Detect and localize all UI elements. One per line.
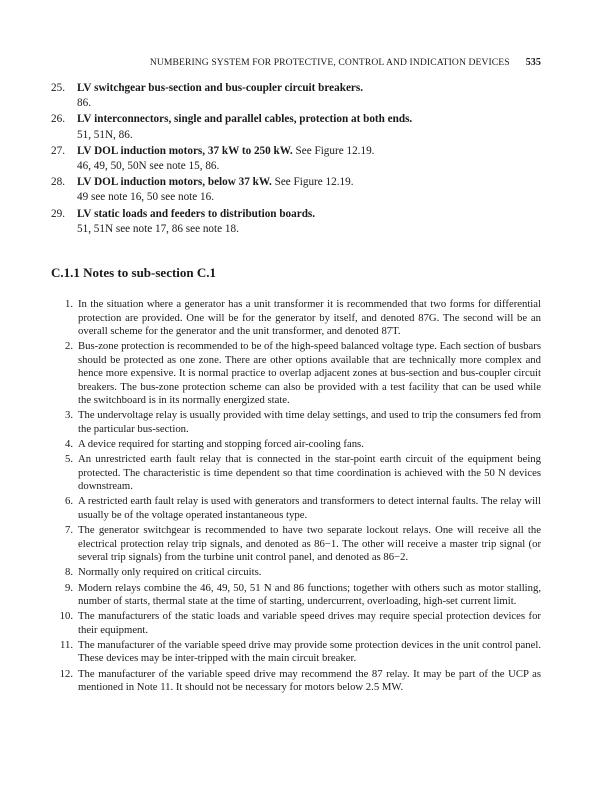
entry-reference: See Figure 12.19. bbox=[292, 144, 375, 157]
note-item bbox=[51, 298, 541, 339]
note-text: Normally only required on critical circuits. bbox=[78, 566, 262, 579]
note-text: The manufacturers of the static loads and variable speed drives may require special protection devices for their equipment. bbox=[78, 610, 541, 636]
entry-number: 28. bbox=[51, 176, 65, 189]
note-item bbox=[51, 668, 541, 695]
note-text: Modern relays combine the 46, 49, 50, 51 N and 86 functions; together with others such as motor stalling, number of starts, thermal state at the time of starting, undercurrent, overloading, high-set current limit. bbox=[78, 581, 541, 607]
note-number: 3. bbox=[64, 409, 73, 422]
note-number: 7. bbox=[64, 524, 73, 537]
entry-detail: 49 see note 16, 50 see note 16. bbox=[77, 191, 215, 204]
note-item bbox=[51, 495, 541, 522]
note-item bbox=[51, 582, 541, 609]
note-text: Bus-zone protection is recommended to be of the high-speed balanced voltage type. Each section of busbars should be protected as one zone. There are other options available that are technically more complex and hence more expensive. It is normal practice to overlap adjacent zones at bus-section and bus-coupler circuit breakers. The bus-zone protection scheme can also be provided with a test facility that can be used while the switchboard is in its normally energized state. bbox=[78, 340, 541, 407]
list-item bbox=[51, 144, 541, 174]
entry-detail: 46, 49, 50, 50N see note 15, 86. bbox=[77, 160, 220, 173]
note-number: 11. bbox=[60, 638, 73, 651]
note-item bbox=[51, 453, 541, 494]
note-item bbox=[51, 340, 541, 408]
entry-number: 26. bbox=[51, 113, 65, 126]
note-text: A restricted earth fault relay is used with generators and transformers to detect internal faults. The relay will usually be of the voltage operated instantaneous type. bbox=[78, 495, 541, 521]
note-item bbox=[51, 409, 541, 436]
running-title: NUMBERING SYSTEM FOR PROTECTIVE, CONTROL AND INDICATION DEVICES bbox=[149, 57, 510, 68]
list-item bbox=[51, 175, 541, 205]
note-item bbox=[51, 639, 541, 666]
section-heading: C.1.1 Notes to sub-section C.1 bbox=[51, 265, 217, 280]
note-text: The undervoltage relay is usually provided with time delay settings, and used to trip the consumers fed from the particular bus-section. bbox=[78, 409, 542, 435]
list-item bbox=[51, 207, 541, 237]
entry-detail: 51, 51N, 86. bbox=[77, 128, 133, 141]
note-item bbox=[51, 566, 541, 580]
list-item bbox=[51, 112, 541, 142]
note-item bbox=[51, 524, 541, 565]
entry-title: LV DOL induction motors, 37 kW to 250 kW. bbox=[77, 144, 293, 157]
entry-number: 25. bbox=[51, 82, 65, 94]
entry-detail: 86. bbox=[77, 97, 91, 110]
note-item bbox=[51, 438, 541, 452]
note-text: In the situation where a generator has a unit transformer it is recommended that two forms for differential protection are provided. One will be for the generator by itself, and denoted 87G. The second will be an overall scheme for the generator and the unit transformer, and denoted 87T. bbox=[78, 298, 541, 337]
running-header bbox=[0, 57, 541, 68]
note-number: 6. bbox=[64, 495, 73, 508]
notes-list bbox=[51, 298, 541, 696]
note-number: 12. bbox=[59, 667, 73, 680]
note-number: 8. bbox=[64, 566, 73, 579]
entry-number: 27. bbox=[51, 144, 65, 157]
entry-reference: See Figure 12.19. bbox=[271, 176, 354, 189]
note-number: 10. bbox=[59, 610, 73, 623]
note-text: An unrestricted earth fault relay that is connected in the star-point earth circuit of the equipment being protected. The characteristic is time dependent so that time coordination is achieved with the 50 N devices downstream. bbox=[78, 453, 541, 493]
entry-title: LV static loads and feeders to distribution boards. bbox=[77, 207, 316, 220]
entry-detail: 51, 51N see note 17, 86 see note 18. bbox=[77, 222, 239, 235]
note-number: 2. bbox=[64, 340, 73, 353]
entry-title: LV DOL induction motors, below 37 kW. bbox=[77, 176, 272, 189]
entry-title: LV switchgear bus-section and bus-coupler circuit breakers. bbox=[77, 82, 364, 94]
note-number: 5. bbox=[64, 453, 73, 466]
note-number: 9. bbox=[64, 581, 73, 594]
page-number: 535 bbox=[525, 57, 541, 68]
note-text: The manufacturer of the variable speed drive may recommend the 87 relay. It may be part of the UCP as mentioned in Note 11. It should not be necessary for motors below 2.5 MW. bbox=[78, 667, 541, 694]
note-text: A device required for starting and stopping forced air-cooling fans. bbox=[78, 438, 364, 451]
list-item bbox=[51, 81, 541, 111]
entry-number: 29. bbox=[51, 207, 65, 220]
note-text: The generator switchgear is recommended to have two separate lockout relays. One will receive all the electrical protection relay trip signals, and denoted as 86−1. The other will receive a master trip signal (or several trip signals) from the turbine unit control panel, and denoted as 86−2. bbox=[78, 524, 541, 564]
device-number-list bbox=[51, 81, 541, 238]
entry-title: LV interconnectors, single and parallel cables, protection at both ends. bbox=[77, 113, 413, 126]
note-number: 4. bbox=[64, 438, 73, 451]
note-text: The manufacturer of the variable speed drive may provide some protection devices in the unit control panel. These devices may be inter-tripped with the main circuit breaker. bbox=[78, 638, 541, 665]
note-item bbox=[51, 610, 541, 637]
note-number: 1. bbox=[64, 298, 73, 310]
